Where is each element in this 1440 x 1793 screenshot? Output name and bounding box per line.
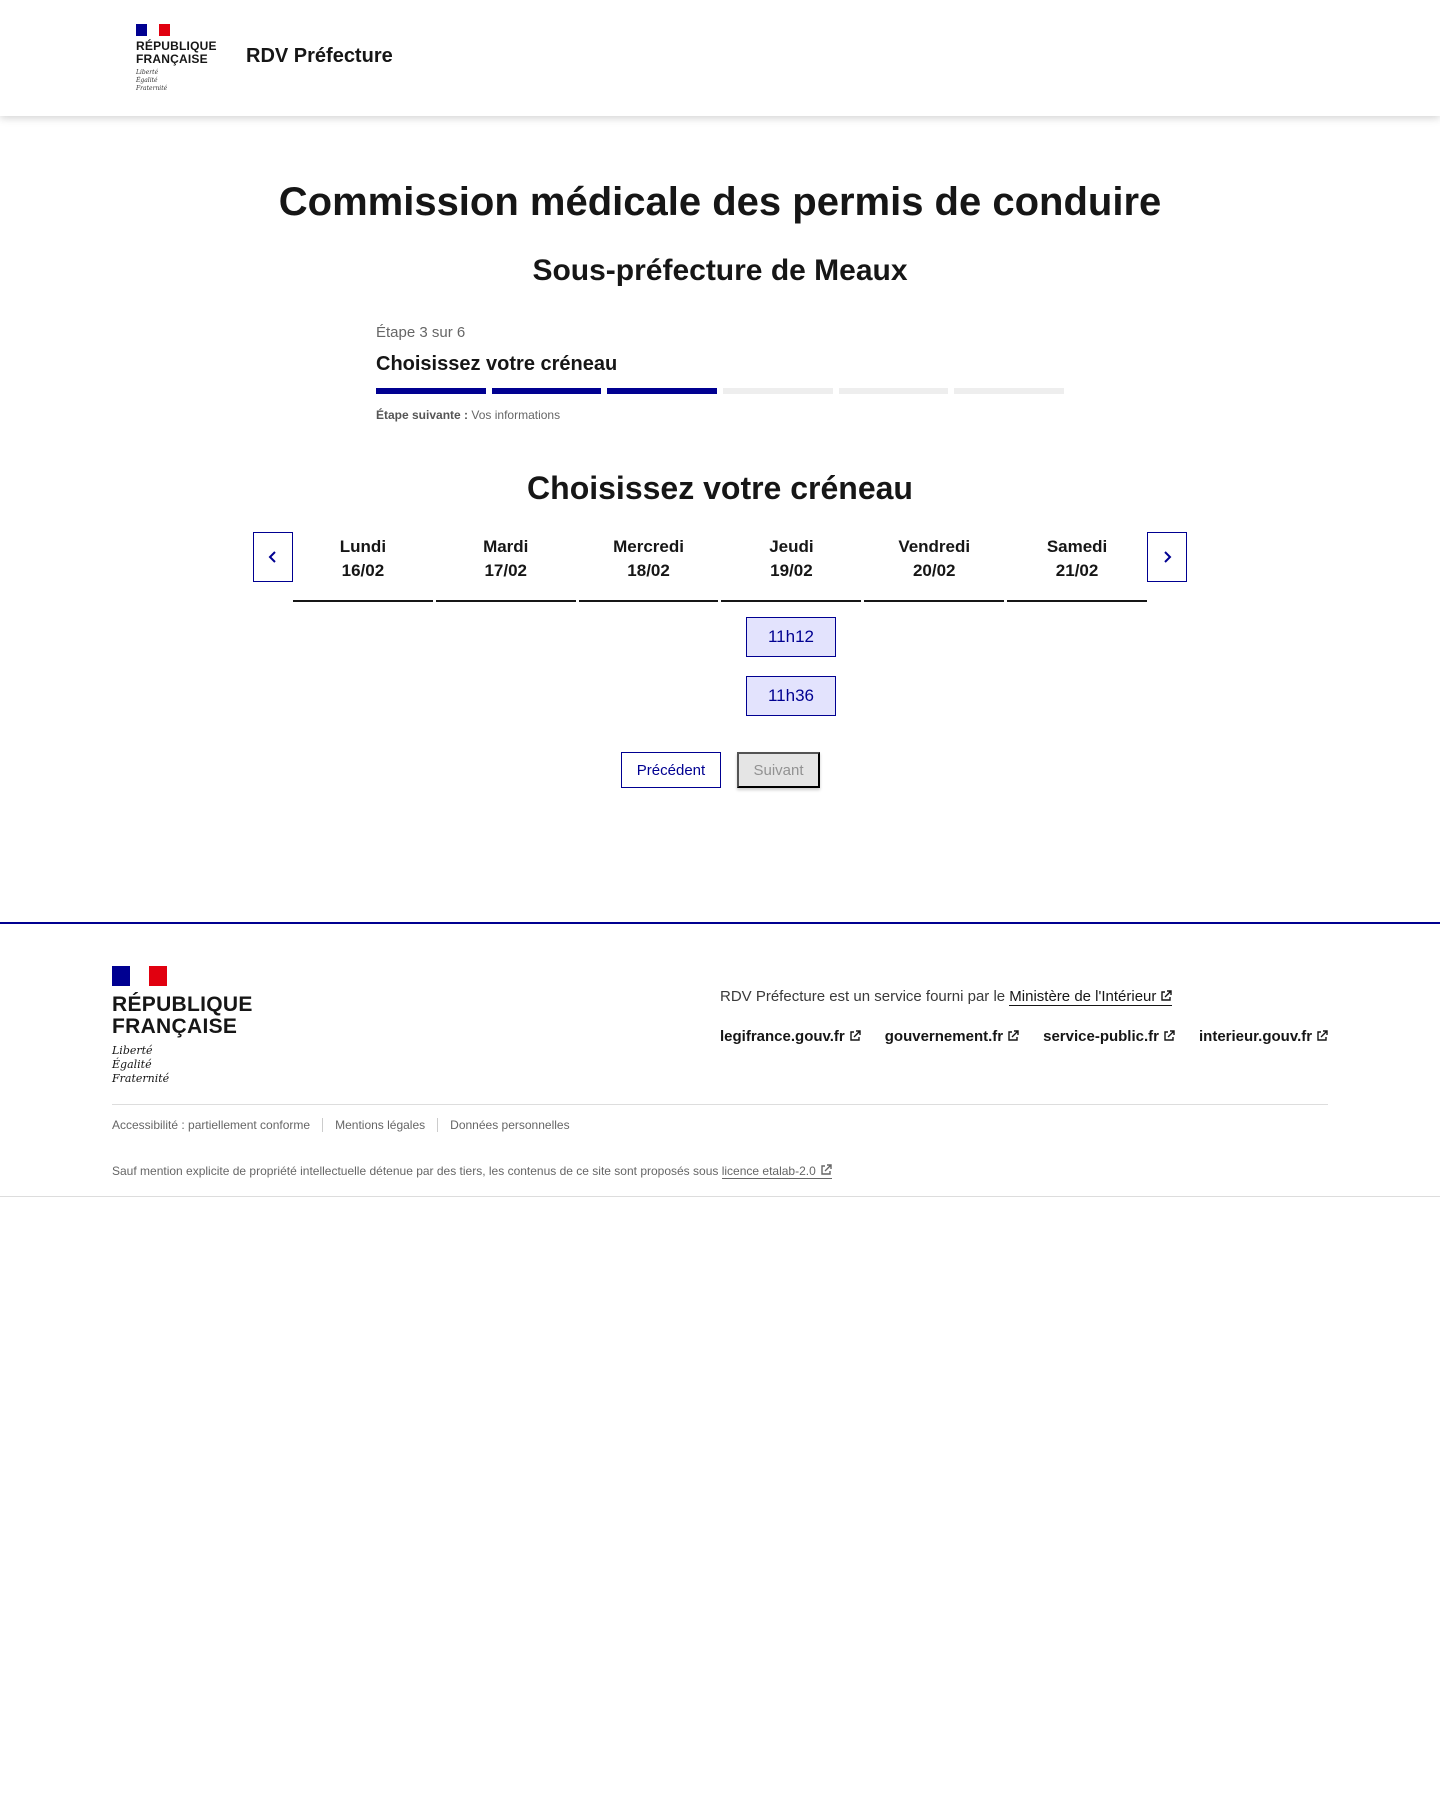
external-link-icon <box>1163 1030 1175 1042</box>
chevron-left-icon <box>266 550 280 564</box>
logo-line-1: RÉPUBLIQUE <box>112 993 253 1016</box>
logo-line-1: RÉPUBLIQUE <box>136 39 217 53</box>
day-name: Vendredi <box>898 537 971 556</box>
footer-divider <box>112 1104 1328 1105</box>
page-title: Commission médicale des permis de conduire <box>278 180 1162 224</box>
day-date: 21/02 <box>1055 561 1099 580</box>
license-link-label: licence etalab-2.0 <box>721 1164 816 1178</box>
logo-motto <box>136 69 216 93</box>
external-link-icon <box>1316 1030 1328 1042</box>
external-link-icon <box>1160 990 1172 1002</box>
day-name: Mardi <box>483 537 529 556</box>
personal-data-link[interactable]: Données personnelles <box>437 1118 581 1132</box>
day-column <box>579 532 719 602</box>
chevron-right-icon <box>1160 550 1174 564</box>
french-flag-icon <box>136 24 170 36</box>
step-count: Étape 3 sur 6 <box>376 324 466 341</box>
motto-fraternite: Fraternité <box>136 85 168 92</box>
day-name: Samedi <box>1046 537 1108 556</box>
external-link-icon <box>849 1030 861 1042</box>
step-segment-6 <box>954 388 1064 394</box>
footer-bottom-links <box>112 1118 582 1132</box>
footer-license <box>112 1164 832 1178</box>
step-progress-bar <box>376 388 1064 394</box>
site-name[interactable]: RDV Préfecture <box>246 45 393 67</box>
stepper <box>376 324 1064 422</box>
step-segment-1 <box>376 388 486 394</box>
license-text: Sauf mention explicite de propriété intellectuelle détenue par des tiers, les contenus de ce site sont proposés sous <box>112 1164 722 1178</box>
day-column <box>1007 532 1147 602</box>
footer-description <box>720 988 1172 1005</box>
motto-liberte: Liberté <box>112 1044 153 1057</box>
footer-links <box>720 1028 1328 1045</box>
footer-description-text: RDV Préfecture est un service fourni par le <box>720 988 1010 1005</box>
day-column <box>436 532 576 602</box>
footer-link-label: interieur.gouv.fr <box>1199 1028 1313 1045</box>
previous-button[interactable]: Précédent <box>621 752 721 788</box>
external-link-icon <box>820 1164 832 1176</box>
footer-link-interieur[interactable] <box>1199 1028 1328 1045</box>
footer-link-label: legifrance.gouv.fr <box>720 1028 845 1045</box>
day-date: 16/02 <box>341 561 385 580</box>
logo-line-2: FRANÇAISE <box>112 1015 238 1038</box>
next-step-info <box>376 408 1064 422</box>
day-column <box>864 532 1004 602</box>
external-link-icon <box>1007 1030 1019 1042</box>
day-date: 20/02 <box>912 561 956 580</box>
day-date: 17/02 <box>484 561 528 580</box>
step-segment-5 <box>839 388 949 394</box>
step-segment-4 <box>723 388 833 394</box>
next-button[interactable]: Suivant <box>737 752 820 788</box>
time-slot-button[interactable]: 11h36 <box>746 676 836 716</box>
step-segment-3 <box>607 388 717 394</box>
step-segment-2 <box>492 388 602 394</box>
logo-motto <box>112 1044 262 1086</box>
calendar-title: Choisissez votre créneau <box>527 470 913 506</box>
motto-egalite: Égalité <box>112 1058 152 1071</box>
next-step-label: Étape suivante : <box>376 408 469 422</box>
step-title: Choisissez votre créneau <box>376 353 618 375</box>
time-slot-button[interactable]: 11h12 <box>746 617 836 657</box>
day-name: Jeudi <box>769 537 814 556</box>
day-column <box>293 532 433 602</box>
previous-week-button[interactable] <box>253 532 293 582</box>
footer-link-service-public[interactable] <box>1043 1028 1175 1045</box>
next-step-value: Vos informations <box>471 408 561 422</box>
day-name: Mercredi <box>613 537 684 556</box>
day-name: Lundi <box>339 537 387 556</box>
ministere-link[interactable] <box>1009 988 1172 1006</box>
motto-fraternite: Fraternité <box>112 1072 170 1085</box>
ministere-link-label: Ministère de l'Intérieur <box>1009 988 1157 1005</box>
footer-link-legifrance[interactable] <box>720 1028 861 1045</box>
footer-link-gouvernement[interactable] <box>885 1028 1019 1045</box>
day-date: 18/02 <box>627 561 670 580</box>
motto-liberte: Liberté <box>136 69 159 76</box>
accessibility-link[interactable]: Accessibilité : partiellement conforme <box>112 1118 311 1132</box>
day-date: 19/02 <box>770 561 813 580</box>
site-footer <box>0 922 1440 1197</box>
calendar-days <box>293 532 1147 602</box>
motto-egalite: Égalité <box>136 77 158 84</box>
page-subtitle: Sous-préfecture de Meaux <box>532 254 908 287</box>
next-week-button[interactable] <box>1147 532 1187 582</box>
logo-line-2: FRANÇAISE <box>136 52 208 66</box>
footer-link-label: gouvernement.fr <box>884 1028 1004 1045</box>
day-column <box>721 532 861 602</box>
license-link[interactable] <box>722 1164 832 1179</box>
french-flag-icon <box>112 966 167 986</box>
logo-text <box>136 40 216 66</box>
republique-francaise-logo-footer[interactable] <box>112 966 262 1086</box>
legal-notice-link[interactable]: Mentions légales <box>322 1118 437 1132</box>
site-header <box>0 0 1440 116</box>
footer-link-label: service-public.fr <box>1043 1028 1159 1045</box>
republique-francaise-logo[interactable] <box>136 24 216 93</box>
logo-text <box>112 994 262 1038</box>
